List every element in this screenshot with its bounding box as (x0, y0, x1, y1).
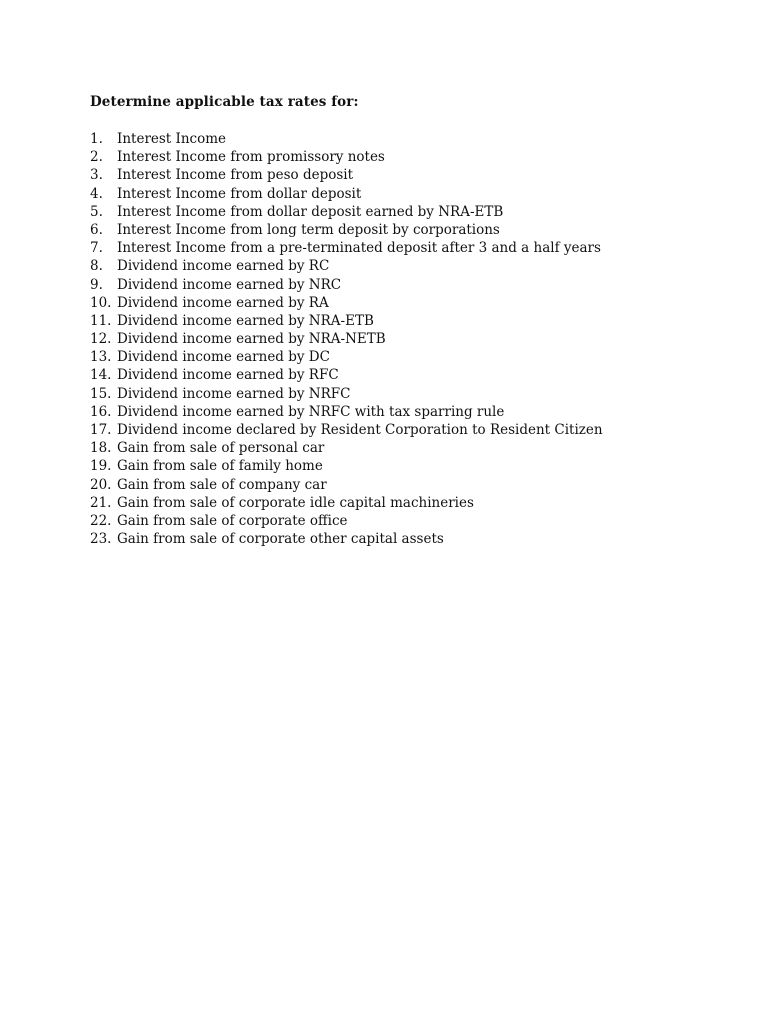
list-item-text: Dividend income earned by NRFC (117, 385, 351, 402)
list-item (90, 203, 603, 221)
list-item-text: Gain from sale of corporate idle capital machineries (117, 494, 474, 511)
page-heading: Determine applicable tax rates for: (90, 94, 359, 110)
list-item-text: Dividend income declared by Resident Corporation to Resident Citizen (117, 422, 603, 438)
list-item (90, 148, 603, 166)
list-item-number: 8. (90, 258, 103, 275)
list-item-number: 9. (90, 276, 103, 293)
list-item (90, 403, 603, 421)
list-item (90, 457, 603, 475)
list-item-text: Dividend income earned by NRA-NETB (117, 331, 386, 348)
list-item-number: 18. (90, 440, 112, 457)
list-item (90, 348, 603, 366)
list-item-text: Interest Income from dollar deposit (117, 185, 362, 202)
list-item (90, 166, 603, 184)
list-item-number: 13. (90, 349, 112, 366)
list-item-number: 5. (90, 203, 103, 220)
list-item-number: 23. (90, 531, 112, 548)
list-item-text: Gain from sale of corporate office (117, 512, 348, 529)
list-item (90, 421, 603, 439)
list-item-text: Dividend income earned by RFC (117, 367, 339, 384)
list-item-text: Dividend income earned by NRA-ETB (117, 312, 374, 329)
list-item (90, 330, 603, 348)
list-item (90, 185, 603, 203)
list-item-text: Dividend income earned by NRC (117, 276, 342, 293)
list-item-text: Interest Income (117, 131, 227, 147)
list-item-text: Interest Income from promissory notes (117, 149, 385, 166)
list-item-number: 10. (90, 294, 112, 311)
list-item-number: 16. (90, 403, 112, 420)
list-item (90, 476, 603, 494)
list-item (90, 130, 603, 148)
list-item-number: 11. (90, 312, 112, 329)
list-item (90, 512, 603, 530)
list-item (90, 385, 603, 403)
list-item (90, 439, 603, 457)
list-item-text: Gain from sale of family home (117, 458, 323, 475)
tax-question-list (90, 130, 603, 548)
list-item-number: 3. (90, 167, 103, 184)
list-item (90, 366, 603, 384)
list-item-number: 21. (90, 494, 112, 511)
list-item (90, 494, 603, 512)
list-item-text: Dividend income earned by RC (117, 258, 330, 275)
list-item-text: Interest Income from dollar deposit earned by NRA-ETB (117, 203, 504, 220)
list-item (90, 276, 603, 294)
list-item-number: 6. (90, 221, 103, 238)
list-item-text: Gain from sale of company car (117, 476, 327, 493)
list-item-text: Dividend income earned by RA (117, 294, 329, 311)
list-item-number: 19. (90, 458, 112, 475)
list-item-number: 4. (90, 185, 103, 202)
list-item (90, 257, 603, 275)
list-item-number: 7. (90, 240, 103, 257)
list-item-number: 22. (90, 512, 112, 529)
list-item-number: 14. (90, 367, 112, 384)
list-item (90, 239, 603, 257)
list-item-number: 1. (90, 131, 103, 147)
list-item (90, 530, 603, 548)
list-item-number: 12. (90, 331, 112, 348)
list-item-text: Dividend income earned by DC (117, 349, 330, 366)
list-item-text: Gain from sale of corporate other capital assets (117, 531, 444, 548)
list-item (90, 294, 603, 312)
list-item-text: Interest Income from long term deposit by corporations (117, 221, 500, 238)
list-item-text: Dividend income earned by NRFC with tax sparring rule (117, 403, 505, 420)
list-item (90, 221, 603, 239)
list-item-number: 15. (90, 385, 112, 402)
list-item-text: Gain from sale of personal car (117, 440, 325, 457)
list-item-text: Interest Income from a pre-terminated deposit after 3 and a half years (117, 240, 601, 257)
list-item-number: 17. (90, 422, 112, 438)
list-item-number: 2. (90, 149, 103, 166)
list-item-number: 20. (90, 476, 112, 493)
list-item (90, 312, 603, 330)
list-item-text: Interest Income from peso deposit (117, 167, 354, 184)
